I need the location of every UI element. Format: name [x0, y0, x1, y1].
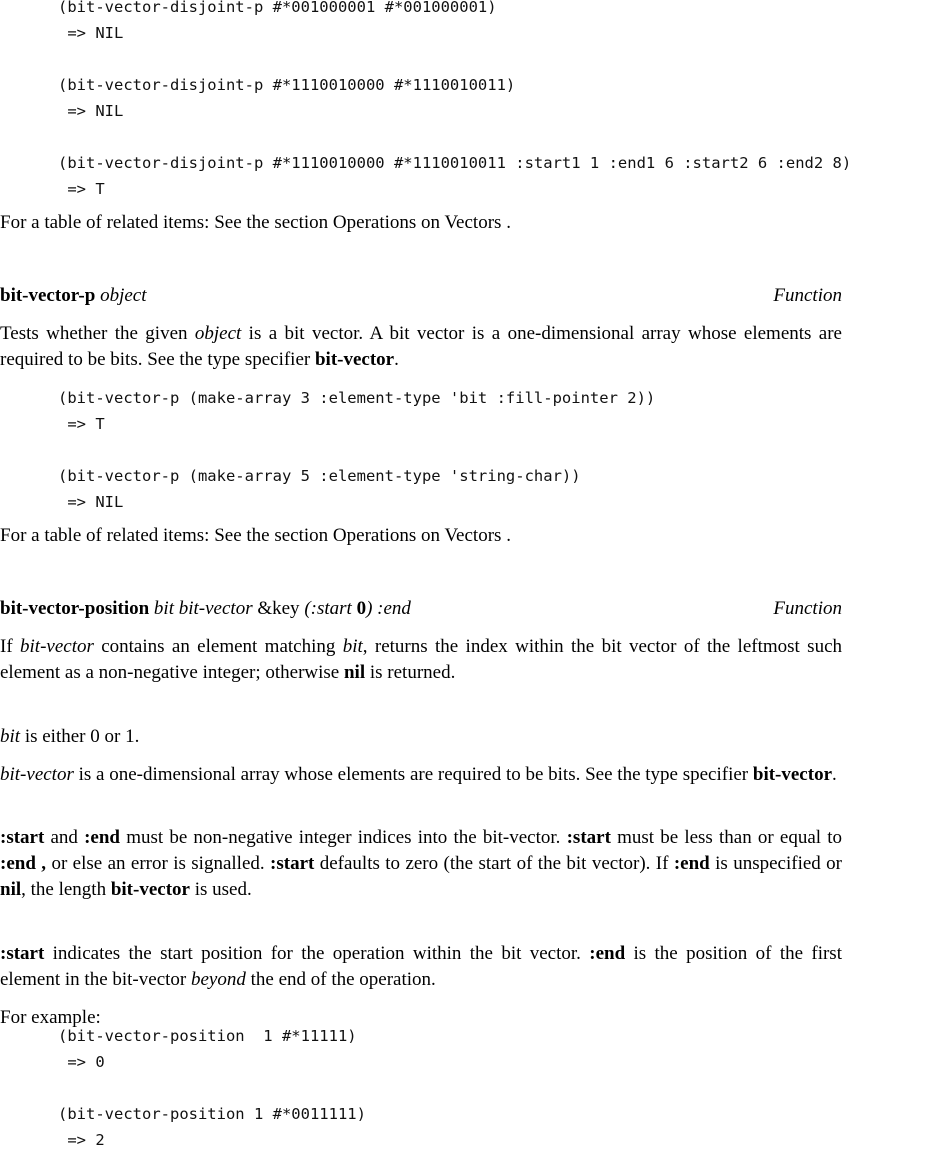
code-result: => T	[58, 415, 105, 433]
description-paragraph: bit-vector is a one-dimensional array whose elements are required to be bits. See the type specifier bit-vector.	[0, 764, 837, 785]
description-paragraph: bit is either 0 or 1.	[0, 726, 140, 747]
code-line: (bit-vector-p (make-array 3 :element-type 'bit :fill-pointer 2))	[58, 389, 656, 407]
code-line: (bit-vector-disjoint-p #*001000001 #*001000001)	[58, 0, 497, 16]
code-example-bit-vector-p	[58, 385, 655, 515]
entry-kind: Function	[773, 598, 842, 619]
function-args: object	[100, 285, 147, 306]
function-args: (:start	[304, 598, 352, 619]
code-line: (bit-vector-disjoint-p #*1110010000 #*1110010011 :start1 1 :end1 6 :start2 6 :end2 8)	[58, 154, 852, 172]
entry-kind: Function	[773, 285, 842, 306]
code-line: (bit-vector-disjoint-p #*1110010000 #*1110010011)	[58, 76, 516, 94]
description-paragraph: Tests whether the given object is a bit vector. A bit vector is a one-dimensional array whose elements are required to be bits. See the type specifier bit-vector.	[0, 323, 842, 370]
function-heading-bit-vector-p	[0, 283, 842, 309]
function-args: ) :end	[366, 598, 411, 619]
description-paragraph: :start and :end must be non-negative integer indices into the bit-vector. :start must be less than or equal to :end , or else an error is signalled. :start defaults to zero (the start of the bit vector). If :end is unspecified or nil, the length bit-vector is used.	[0, 827, 843, 900]
code-line: (bit-vector-position 1 #*0011111)	[58, 1105, 366, 1123]
description-paragraph: If bit-vector contains an element matching bit, returns the index within the bit vector of the leftmost such element as a non-negative integer; otherwise nil is returned.	[0, 636, 843, 683]
code-result: => 2	[58, 1131, 105, 1149]
related-items-note: For a table of related items: See the section Operations on Vectors .	[0, 212, 511, 233]
code-example-disjoint	[58, 0, 851, 202]
function-heading-bit-vector-position	[0, 596, 842, 622]
function-name: bit-vector-p	[0, 285, 96, 306]
code-result: => T	[58, 180, 105, 198]
example-intro: For example:	[0, 1007, 101, 1028]
related-items-note: For a table of related items: See the section Operations on Vectors .	[0, 525, 511, 546]
code-result: => 0	[58, 1053, 105, 1071]
code-line: (bit-vector-position 1 #*11111)	[58, 1027, 357, 1045]
code-example-bit-vector-position	[58, 1023, 366, 1153]
function-name: bit-vector-position	[0, 598, 150, 619]
code-result: => NIL	[58, 102, 124, 120]
default-value: 0	[356, 598, 367, 619]
description-paragraph: :start indicates the start position for the operation within the bit vector. :end is the position of the first element in the bit-vector beyond the end of the operation.	[0, 943, 842, 990]
code-result: => NIL	[58, 24, 124, 42]
lambda-keyword: &key	[257, 598, 300, 619]
code-result: => NIL	[58, 493, 124, 511]
operations-on-vectors-link[interactable]: Operations on Vectors	[332, 525, 502, 546]
operations-on-vectors-link[interactable]: Operations on Vectors	[332, 212, 502, 233]
code-line: (bit-vector-p (make-array 5 :element-type 'string-char))	[58, 467, 581, 485]
function-args: bit bit-vector	[153, 598, 253, 619]
